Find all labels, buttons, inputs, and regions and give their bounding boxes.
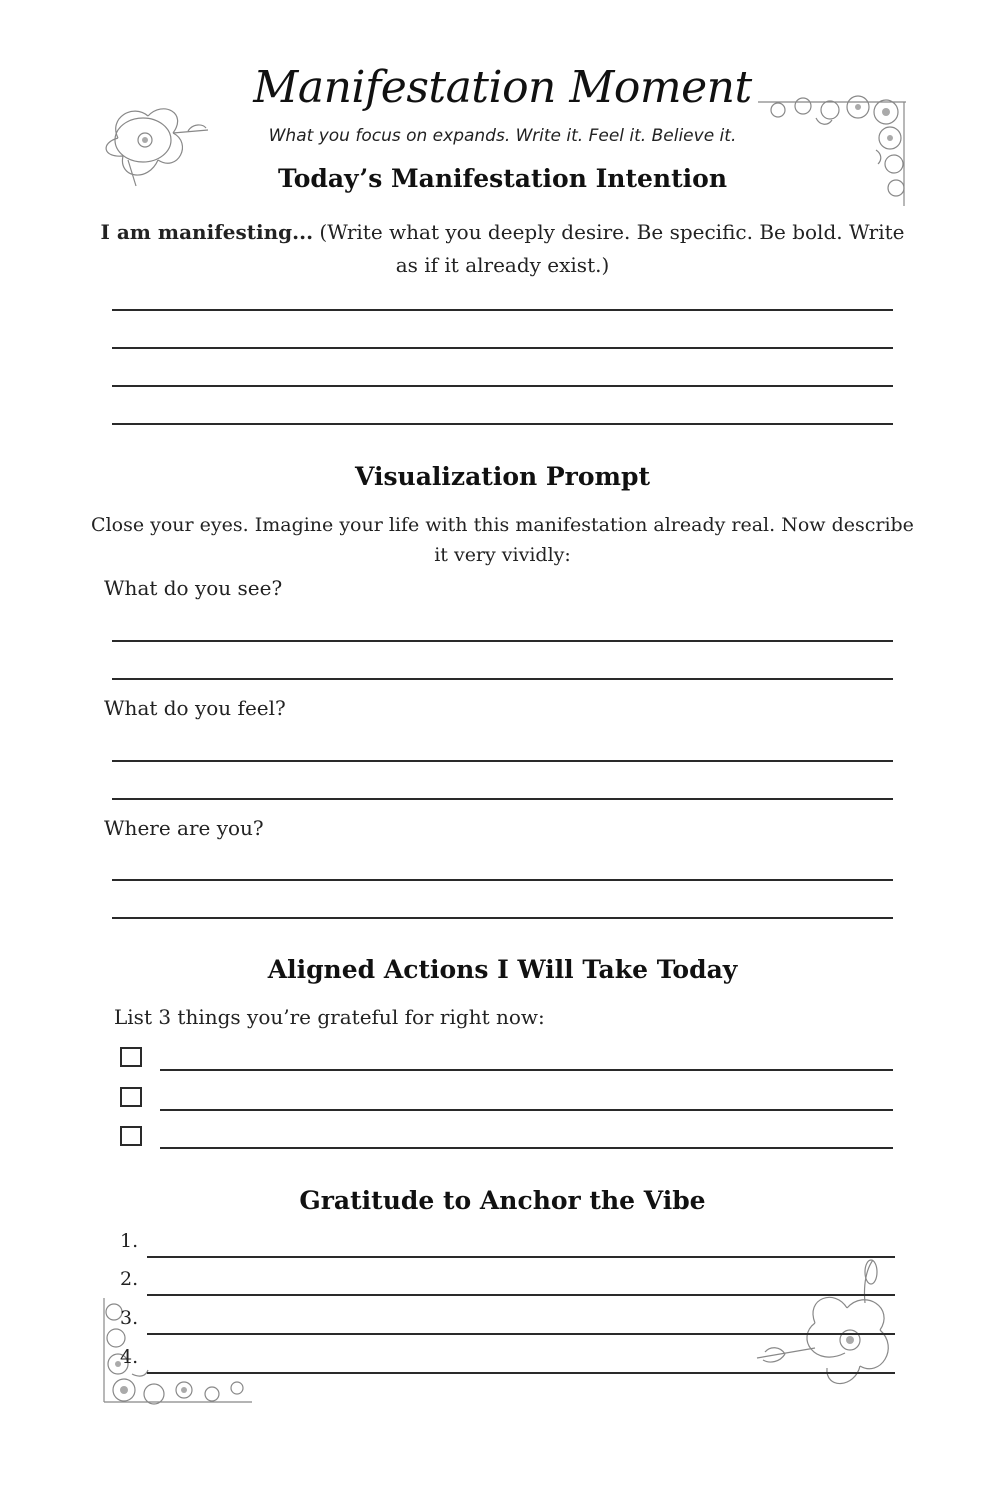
intention-writing-line-4[interactable] — [112, 423, 893, 425]
actions-instruction: List 3 things you’re grateful for right now: — [114, 1005, 545, 1029]
visualization-intro-line-1: Close your eyes. Imagine your life with this manifestation already real. Now describe — [91, 514, 914, 536]
prompt-see: What do you see? — [104, 576, 283, 600]
see-writing-line-1[interactable] — [112, 640, 893, 642]
action-writing-line-2[interactable] — [160, 1109, 893, 1111]
intention-lead-bold: I am manifesting... — [100, 220, 314, 244]
gratitude-writing-line-2[interactable] — [147, 1294, 895, 1296]
see-writing-line-2[interactable] — [112, 678, 893, 680]
visualization-intro — [60, 510, 945, 570]
action-checkbox-1[interactable] — [120, 1047, 142, 1067]
page-title: Manifestation Moment — [253, 62, 752, 113]
visualization-intro-line-2: it very vividly: — [434, 544, 571, 566]
intention-heading: Today’s Manifestation Intention — [277, 164, 728, 193]
gratitude-number-2: 2. — [120, 1268, 139, 1290]
gratitude-writing-line-4[interactable] — [147, 1372, 895, 1374]
gratitude-number-3: 3. — [120, 1307, 139, 1329]
action-writing-line-3[interactable] — [160, 1147, 893, 1149]
page-tagline: What you focus on expands. Write it. Feel it. Believe it. — [268, 126, 737, 146]
where-writing-line-1[interactable] — [112, 879, 893, 881]
intention-lead-rest: (Write what you deeply desire. Be specific. Be bold. Write — [313, 220, 905, 244]
action-checkbox-2[interactable] — [120, 1087, 142, 1107]
actions-heading: Aligned Actions I Will Take Today — [267, 955, 738, 984]
gratitude-number-1: 1. — [120, 1230, 139, 1252]
gratitude-writing-line-3[interactable] — [147, 1333, 895, 1335]
intention-writing-line-2[interactable] — [112, 347, 893, 349]
intention-writing-line-3[interactable] — [112, 385, 893, 387]
intention-writing-line-1[interactable] — [112, 309, 893, 311]
where-writing-line-2[interactable] — [112, 917, 893, 919]
prompt-where: Where are you? — [104, 816, 264, 840]
gratitude-number-4: 4. — [120, 1346, 139, 1368]
gratitude-writing-line-1[interactable] — [147, 1256, 895, 1258]
intention-lead-line2: as if it already exist.) — [395, 253, 610, 277]
intention-instructions — [60, 216, 945, 282]
feel-writing-line-1[interactable] — [112, 760, 893, 762]
action-checkbox-3[interactable] — [120, 1126, 142, 1146]
action-writing-line-1[interactable] — [160, 1069, 893, 1071]
visualization-heading: Visualization Prompt — [354, 462, 651, 491]
prompt-feel: What do you feel? — [104, 696, 286, 720]
feel-writing-line-2[interactable] — [112, 798, 893, 800]
gratitude-heading: Gratitude to Anchor the Vibe — [299, 1186, 706, 1215]
